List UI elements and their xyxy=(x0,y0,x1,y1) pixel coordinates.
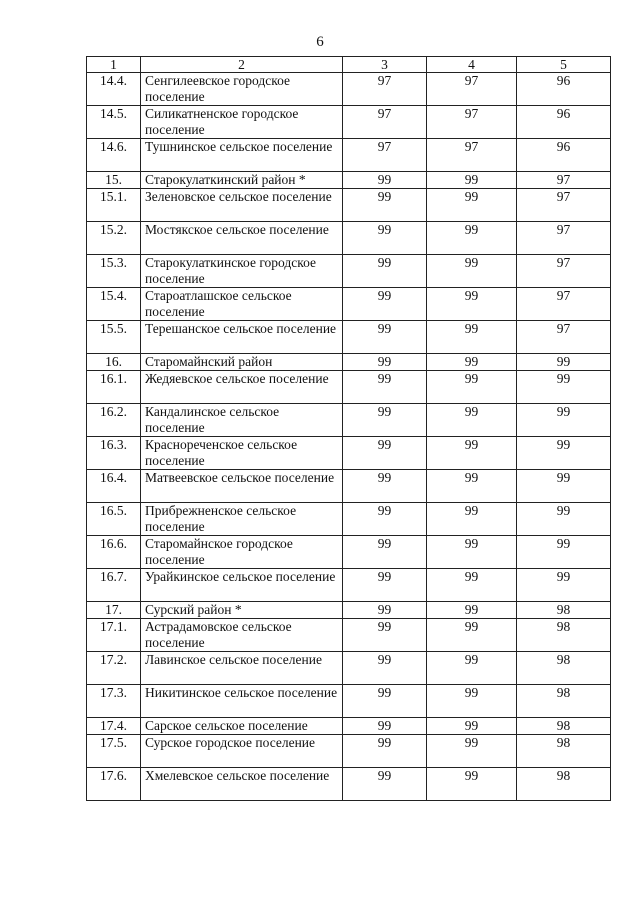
row-col5-cell: 96 xyxy=(517,73,611,106)
row-name-cell: Краснореченское сельское поселение xyxy=(141,437,343,470)
row-name-cell: Терешанское сельское поселение xyxy=(141,321,343,354)
row-number-cell: 15.2. xyxy=(87,222,141,255)
row-col3-cell: 99 xyxy=(343,652,427,685)
row-name-cell: Астрадамовское сельское поселение xyxy=(141,619,343,652)
row-name-cell: Хмелевское сельское поселение xyxy=(141,768,343,801)
row-number-cell: 15.4. xyxy=(87,288,141,321)
table-row xyxy=(87,222,611,255)
row-col4-cell: 97 xyxy=(427,73,517,106)
row-col3-cell: 99 xyxy=(343,619,427,652)
table-row xyxy=(87,437,611,470)
row-number-cell: 16.6. xyxy=(87,536,141,569)
row-col4-cell: 99 xyxy=(427,503,517,536)
row-name-cell: Тушнинское сельское поселение xyxy=(141,139,343,172)
row-col5-cell: 99 xyxy=(517,569,611,602)
row-col3-cell: 99 xyxy=(343,222,427,255)
page-number: 6 xyxy=(316,34,324,50)
row-col4-cell: 99 xyxy=(427,321,517,354)
row-col4-cell: 99 xyxy=(427,371,517,404)
row-number-cell: 17.6. xyxy=(87,768,141,801)
header-row xyxy=(87,57,611,73)
table-row xyxy=(87,321,611,354)
row-name-cell: Старомайнское городское поселение xyxy=(141,536,343,569)
row-col3-cell: 99 xyxy=(343,735,427,768)
row-name-cell: Старокулаткинское городское поселение xyxy=(141,255,343,288)
row-name-cell: Старомайнский район xyxy=(141,354,343,371)
row-col5-cell: 99 xyxy=(517,404,611,437)
row-col4-cell: 99 xyxy=(427,652,517,685)
table-row xyxy=(87,354,611,371)
row-col5-cell: 98 xyxy=(517,768,611,801)
row-col3-cell: 99 xyxy=(343,602,427,619)
table-row xyxy=(87,569,611,602)
row-col4-cell: 99 xyxy=(427,602,517,619)
row-col4-cell: 99 xyxy=(427,354,517,371)
row-number-cell: 16.2. xyxy=(87,404,141,437)
row-col4-cell: 99 xyxy=(427,569,517,602)
row-col5-cell: 98 xyxy=(517,602,611,619)
row-number-cell: 16.4. xyxy=(87,470,141,503)
row-col5-cell: 98 xyxy=(517,652,611,685)
row-col4-cell: 99 xyxy=(427,470,517,503)
row-col5-cell: 99 xyxy=(517,371,611,404)
row-name-cell: Силикатненское городское поселение xyxy=(141,106,343,139)
row-col5-cell: 96 xyxy=(517,106,611,139)
row-number-cell: 17.1. xyxy=(87,619,141,652)
row-number-cell: 17.5. xyxy=(87,735,141,768)
row-number-cell: 16. xyxy=(87,354,141,371)
row-col3-cell: 99 xyxy=(343,288,427,321)
row-name-cell: Жедяевское сельское поселение xyxy=(141,371,343,404)
header-cell-1: 1 xyxy=(87,57,141,73)
row-number-cell: 17.3. xyxy=(87,685,141,718)
row-number-cell: 15.1. xyxy=(87,189,141,222)
row-number-cell: 17. xyxy=(87,602,141,619)
row-col4-cell: 99 xyxy=(427,718,517,735)
row-col4-cell: 99 xyxy=(427,619,517,652)
row-name-cell: Мостякское сельское поселение xyxy=(141,222,343,255)
table-row xyxy=(87,718,611,735)
row-col3-cell: 99 xyxy=(343,536,427,569)
table-row xyxy=(87,73,611,106)
row-col5-cell: 97 xyxy=(517,189,611,222)
row-number-cell: 16.5. xyxy=(87,503,141,536)
table-row xyxy=(87,139,611,172)
row-col4-cell: 99 xyxy=(427,404,517,437)
row-number-cell: 16.7. xyxy=(87,569,141,602)
row-col3-cell: 99 xyxy=(343,371,427,404)
row-col3-cell: 97 xyxy=(343,73,427,106)
row-col3-cell: 99 xyxy=(343,718,427,735)
row-number-cell: 15.5. xyxy=(87,321,141,354)
row-col4-cell: 99 xyxy=(427,768,517,801)
row-col3-cell: 99 xyxy=(343,768,427,801)
row-name-cell: Прибрежненское сельское поселение xyxy=(141,503,343,536)
row-col5-cell: 98 xyxy=(517,685,611,718)
row-col3-cell: 99 xyxy=(343,470,427,503)
table-row xyxy=(87,470,611,503)
row-col5-cell: 99 xyxy=(517,470,611,503)
row-number-cell: 17.2. xyxy=(87,652,141,685)
row-col5-cell: 98 xyxy=(517,735,611,768)
row-name-cell: Лавинское сельское поселение xyxy=(141,652,343,685)
table-row xyxy=(87,619,611,652)
row-col4-cell: 99 xyxy=(427,255,517,288)
row-name-cell: Сурский район * xyxy=(141,602,343,619)
row-col5-cell: 97 xyxy=(517,172,611,189)
row-col5-cell: 96 xyxy=(517,139,611,172)
table-row xyxy=(87,602,611,619)
row-col5-cell: 97 xyxy=(517,255,611,288)
table-row xyxy=(87,189,611,222)
table-row xyxy=(87,768,611,801)
row-name-cell: Матвеевское сельское поселение xyxy=(141,470,343,503)
row-col3-cell: 99 xyxy=(343,255,427,288)
row-col4-cell: 99 xyxy=(427,172,517,189)
row-col5-cell: 99 xyxy=(517,536,611,569)
row-col4-cell: 99 xyxy=(427,189,517,222)
row-col3-cell: 99 xyxy=(343,569,427,602)
table-row xyxy=(87,652,611,685)
row-name-cell: Урайкинское сельское поселение xyxy=(141,569,343,602)
row-number-cell: 14.5. xyxy=(87,106,141,139)
table-row xyxy=(87,503,611,536)
row-col5-cell: 97 xyxy=(517,288,611,321)
row-name-cell: Староатлашское сельское поселение xyxy=(141,288,343,321)
row-col5-cell: 99 xyxy=(517,503,611,536)
row-col3-cell: 99 xyxy=(343,437,427,470)
row-name-cell: Никитинское сельское поселение xyxy=(141,685,343,718)
row-col4-cell: 99 xyxy=(427,735,517,768)
row-name-cell: Зеленовское сельское поселение xyxy=(141,189,343,222)
row-col4-cell: 99 xyxy=(427,437,517,470)
table-row xyxy=(87,371,611,404)
row-col5-cell: 99 xyxy=(517,437,611,470)
row-name-cell: Сарское сельское поселение xyxy=(141,718,343,735)
row-col4-cell: 99 xyxy=(427,536,517,569)
row-col3-cell: 99 xyxy=(343,503,427,536)
row-col3-cell: 99 xyxy=(343,354,427,371)
row-col5-cell: 97 xyxy=(517,222,611,255)
header-cell-2: 2 xyxy=(141,57,343,73)
row-col5-cell: 98 xyxy=(517,619,611,652)
row-col5-cell: 97 xyxy=(517,321,611,354)
header-cell-3: 3 xyxy=(343,57,427,73)
row-col3-cell: 99 xyxy=(343,685,427,718)
row-name-cell: Кандалинское сельское поселение xyxy=(141,404,343,437)
row-col5-cell: 99 xyxy=(517,354,611,371)
table-row xyxy=(87,106,611,139)
row-number-cell: 14.4. xyxy=(87,73,141,106)
row-number-cell: 15. xyxy=(87,172,141,189)
table-row xyxy=(87,255,611,288)
row-number-cell: 14.6. xyxy=(87,139,141,172)
data-table xyxy=(86,56,611,801)
row-name-cell: Сурское городское поселение xyxy=(141,735,343,768)
table-row xyxy=(87,172,611,189)
row-number-cell: 15.3. xyxy=(87,255,141,288)
header-cell-5: 5 xyxy=(517,57,611,73)
row-col3-cell: 97 xyxy=(343,106,427,139)
row-col3-cell: 99 xyxy=(343,321,427,354)
row-col4-cell: 99 xyxy=(427,288,517,321)
row-number-cell: 16.3. xyxy=(87,437,141,470)
row-col4-cell: 99 xyxy=(427,685,517,718)
row-number-cell: 17.4. xyxy=(87,718,141,735)
table-row xyxy=(87,685,611,718)
row-col4-cell: 99 xyxy=(427,222,517,255)
row-col3-cell: 97 xyxy=(343,139,427,172)
table-row xyxy=(87,536,611,569)
row-col5-cell: 98 xyxy=(517,718,611,735)
row-name-cell: Сенгилеевское городское поселение xyxy=(141,73,343,106)
row-col3-cell: 99 xyxy=(343,172,427,189)
table-row xyxy=(87,288,611,321)
row-number-cell: 16.1. xyxy=(87,371,141,404)
table-row xyxy=(87,735,611,768)
row-name-cell: Старокулаткинский район * xyxy=(141,172,343,189)
row-col3-cell: 99 xyxy=(343,404,427,437)
row-col4-cell: 97 xyxy=(427,139,517,172)
table-row xyxy=(87,404,611,437)
row-col4-cell: 97 xyxy=(427,106,517,139)
row-col3-cell: 99 xyxy=(343,189,427,222)
header-cell-4: 4 xyxy=(427,57,517,73)
